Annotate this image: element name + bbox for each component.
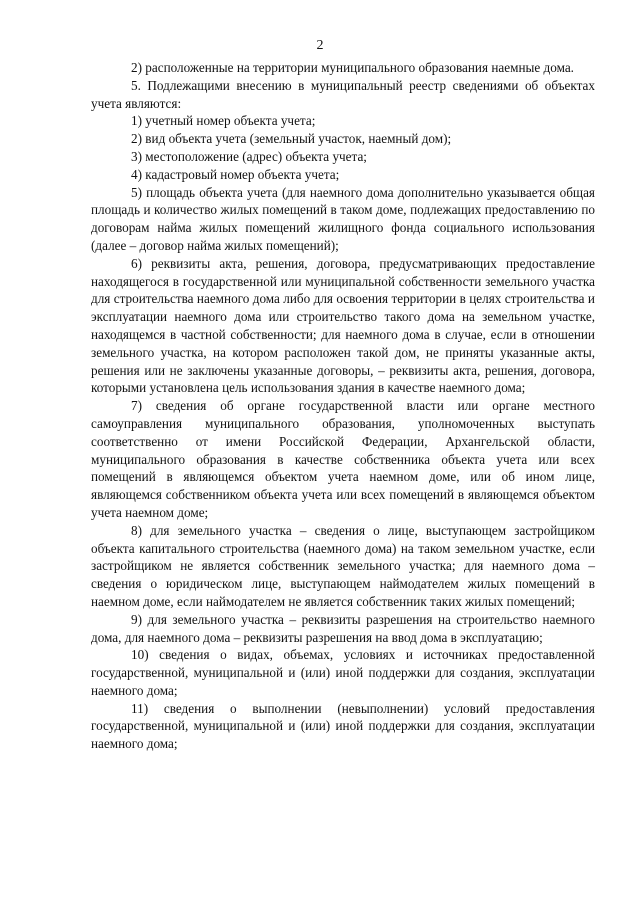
paragraph-item-9-permits: 9) для земельного участка – реквизиты разрешения на строительство наемного дома, для наемного дома – реквизиты разрешения на ввод дома в эксплуатацию;: [91, 611, 595, 645]
paragraph-item-6-requisites: 6) реквизиты акта, решения, договора, предусматривающих предоставление находящегося в государственной или муниципальной собственности земельного участка для строительства наемного дома либо для освоения территории в целях строительства и эксплуатации наемного дома или строительство такого дома на земельном участке, находящемся в частной собственности; для наемного дома в случае, если в отношении земельного участка, на котором расположен такой дом, не приняты указанные акты, решения или не заключены указанные договоры, – реквизиты акта, решения, договора, которыми установлена цель использования здания в качестве наемного дома;: [91, 255, 595, 396]
paragraph-item-1-record-number: 1) учетный номер объекта учета;: [131, 113, 316, 129]
paragraph-item-8-developer: 8) для земельного участка – сведения о лице, выступающем застройщиком объекта капитального строительства (наемного дома) на таком земельном участке, если застройщиком не является собственник земельного участка; для наемного дома – сведения о юридическом лице, выступающем наймодателем жилых помещений в наемном доме, если наймодателем не является собственник таких жилых помещений;: [91, 522, 595, 609]
paragraph-item-5-area: 5) площадь объекта учета (для наемного дома дополнительно указывается общая площадь и количество жилых помещений в таком доме, подлежащих предоставлению по договорам найма жилых помещений жилищного фонда социального использования (далее – договор найма жилых помещений);: [91, 184, 595, 253]
paragraph-item-10-support: 10) сведения о видах, объемах, условиях и источниках предоставленной государственной, муниципальной и (или) иной поддержки для создания, эксплуатации наемного дома;: [91, 647, 595, 698]
paragraph-item-2-object-type: 2) вид объекта учета (земельный участок, наемный дом);: [131, 131, 452, 147]
paragraph-item-11-conditions: 11) сведения о выполнении (невыполнении) условий предоставления государственной, муниципальной и (или) иной поддержки для создания, эксплуатации наемного дома;: [91, 700, 595, 752]
document-body: [91, 59, 595, 753]
paragraph-item-2-placed: 2) расположенные на территории муниципального образования наемные дома.: [131, 60, 574, 75]
paragraph-item-3-location: 3) местоположение (адрес) объекта учета;: [131, 148, 367, 164]
paragraph-item-7-authority: 7) сведения об органе государственной власти или органе местного самоуправления муниципального образования, уполномоченных выступать соответственно от имени Российской Федерации, Архангельской области, муниципального образования в качестве собственника объекта учета или всех помещений в являющемся объектом учета наемном доме, или об ином лице, являющемся собственником объекта учета или всех помещений в являющемся объектом учета наемном доме;: [91, 398, 595, 520]
paragraph-item-4-cadastral-number: 4) кадастровый номер объекта учета;: [131, 166, 340, 182]
page-number: 2: [316, 38, 324, 53]
paragraph-clause-5: 5. Подлежащими внесению в муниципальный реестр сведениями об объектах учета являются:: [91, 77, 595, 111]
